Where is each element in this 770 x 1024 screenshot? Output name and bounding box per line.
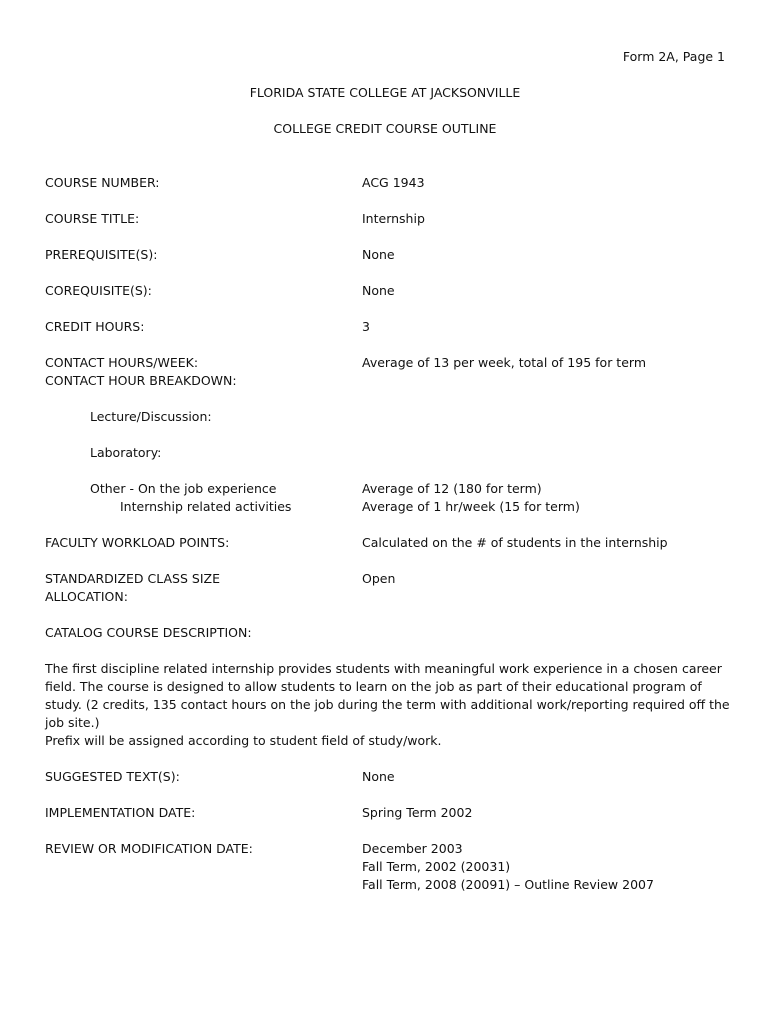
- prefix-note: Prefix will be assigned according to student field of study/work.: [45, 733, 442, 748]
- corequisites-label: COREQUISITE(S):: [45, 283, 152, 298]
- class-size-value: Open: [362, 571, 396, 586]
- institution-title: FLORIDA STATE COLLEGE AT JACKSONVILLE: [249, 85, 521, 100]
- other-value: Average of 12 (180 for term): [362, 481, 542, 496]
- credit-hours-label: CREDIT HOURS:: [45, 319, 145, 334]
- suggested-texts-value: None: [362, 769, 395, 784]
- course-number-value: ACG 1943: [362, 175, 425, 190]
- class-size-label-line2: ALLOCATION:: [45, 589, 128, 604]
- document-title: COLLEGE CREDIT COURSE OUTLINE: [273, 121, 497, 136]
- lecture-label: Lecture/Discussion:: [90, 409, 212, 424]
- faculty-workload-label: FACULTY WORKLOAD POINTS:: [45, 535, 230, 550]
- corequisites-value: None: [362, 283, 395, 298]
- course-title-value: Internship: [362, 211, 425, 226]
- implementation-date-label: IMPLEMENTATION DATE:: [45, 805, 196, 820]
- review-date-value-1: December 2003: [362, 841, 463, 856]
- faculty-workload-value: Calculated on the # of students in the internship: [362, 535, 668, 550]
- review-date-value-2: Fall Term, 2002 (20031): [362, 859, 511, 874]
- internship-activities-value: Average of 1 hr/week (15 for term): [362, 499, 580, 514]
- course-number-label: COURSE NUMBER:: [45, 175, 160, 190]
- prerequisites-value: None: [362, 247, 395, 262]
- form-label: Form 2A, Page 1: [622, 49, 725, 64]
- catalog-description-label: CATALOG COURSE DESCRIPTION:: [45, 625, 252, 640]
- class-size-label-line1: STANDARDIZED CLASS SIZE: [45, 571, 220, 586]
- contact-hours-label: CONTACT HOURS/WEEK:: [45, 355, 199, 370]
- course-title-label: COURSE TITLE:: [45, 211, 140, 226]
- suggested-texts-label: SUGGESTED TEXT(S):: [45, 769, 180, 784]
- contact-hours-value: Average of 13 per week, total of 195 for term: [362, 355, 646, 370]
- description-paragraph: The first discipline related internship provides students with meaningful work experience in a chosen career field. The course is designed to allow students to learn on the job as part of their educational program of study. (2 credits, 135 contact hours on the job during the term with additional work/reporting required off the job site.): [45, 661, 730, 730]
- review-date-label: REVIEW OR MODIFICATION DATE:: [45, 841, 253, 856]
- other-label: Other - On the job experience: [90, 481, 277, 496]
- implementation-date-value: Spring Term 2002: [362, 805, 473, 820]
- laboratory-label: Laboratory:: [90, 445, 162, 460]
- credit-hours-value: 3: [362, 319, 370, 334]
- internship-activities-label: Internship related activities: [120, 499, 292, 514]
- prerequisites-label: PREREQUISITE(S):: [45, 247, 158, 262]
- contact-breakdown-label: CONTACT HOUR BREAKDOWN:: [45, 373, 237, 388]
- review-date-value-3: Fall Term, 2008 (20091) – Outline Review 2007: [362, 877, 654, 892]
